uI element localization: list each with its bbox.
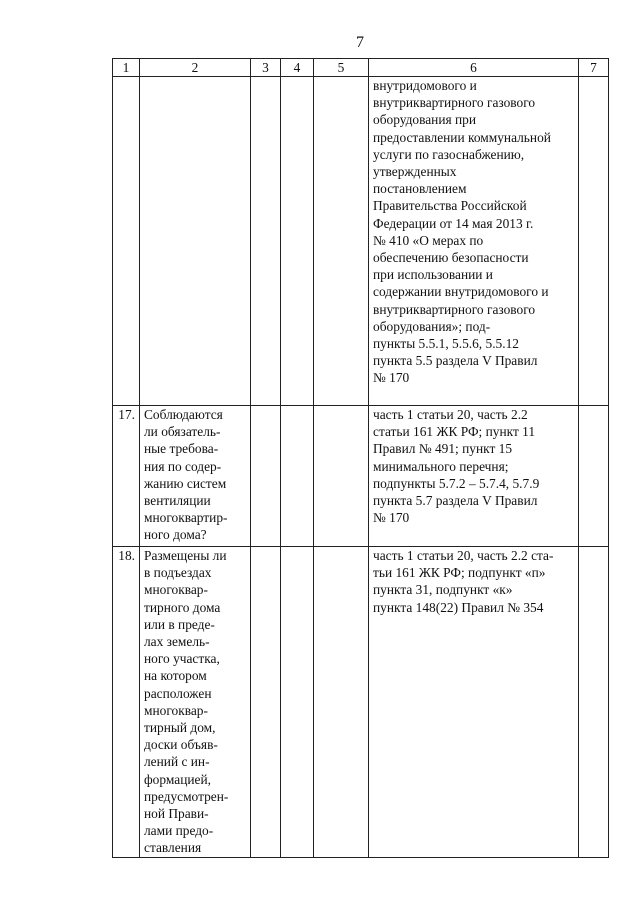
requirement-cell: внутридомового и внутриквартирного газового оборудования при предоставлении коммунальной услуги по газоснабжению, утвержденных постановлением Правительства Российской Федерации от 14 мая 2013 г. № 410 «О мерах по обеспечению безопасности при использовании и содержании внутридомового и внутриквартирного газового оборудования»; под- пункты 5.5.1, 5.5.6, 5.5.12 пункта 5.5 раздела V Правил № 170 [369, 77, 579, 406]
requirement-cell: часть 1 статьи 20, часть 2.2 ста- тьи 161 ЖК РФ; подпункт «п» пункта 31, подпункт «к» пункта 148(22) Правил № 354 [369, 547, 579, 858]
empty-cell [281, 547, 314, 858]
column-header: 2 [140, 59, 251, 77]
empty-cell [314, 406, 369, 547]
empty-cell [251, 406, 281, 547]
empty-cell [579, 406, 609, 547]
column-header: 5 [314, 59, 369, 77]
table-row [113, 406, 609, 547]
empty-cell [281, 406, 314, 547]
question-cell: Размещены ли в подъездах многоквар- тирного дома или в преде- лах земель- ного участка, на котором расположен многоквар- тирный дом, доски объяв- лений с ин- формацией, предусмотрен- ной Прави- лами предо- ставления [140, 547, 251, 858]
column-header: 1 [113, 59, 140, 77]
question-cell [140, 77, 251, 406]
empty-cell [314, 547, 369, 858]
column-header: 4 [281, 59, 314, 77]
empty-cell [579, 77, 609, 406]
empty-cell [251, 77, 281, 406]
empty-cell [281, 77, 314, 406]
column-header: 3 [251, 59, 281, 77]
row-number: 18. [113, 547, 140, 858]
question-cell: Соблюдаются ли обязатель- ные требова- ния по содер- жанию систем вентиляции многоквартир- ного дома? [140, 406, 251, 547]
empty-cell [314, 77, 369, 406]
empty-cell [251, 547, 281, 858]
column-header: 7 [579, 59, 609, 77]
row-number: 17. [113, 406, 140, 547]
checklist-table [112, 58, 609, 858]
page-number: 7 [356, 34, 364, 51]
table-header-row [113, 59, 609, 77]
table-row [113, 77, 609, 406]
requirement-cell: часть 1 статьи 20, часть 2.2 статьи 161 ЖК РФ; пункт 11 Правил № 491; пункт 15 минимального перечня; подпункты 5.7.2 – 5.7.4, 5.7.9 пункта 5.7 раздела V Правил № 170 [369, 406, 579, 547]
row-number [113, 77, 140, 406]
table-row [113, 547, 609, 858]
column-header: 6 [369, 59, 579, 77]
empty-cell [579, 547, 609, 858]
